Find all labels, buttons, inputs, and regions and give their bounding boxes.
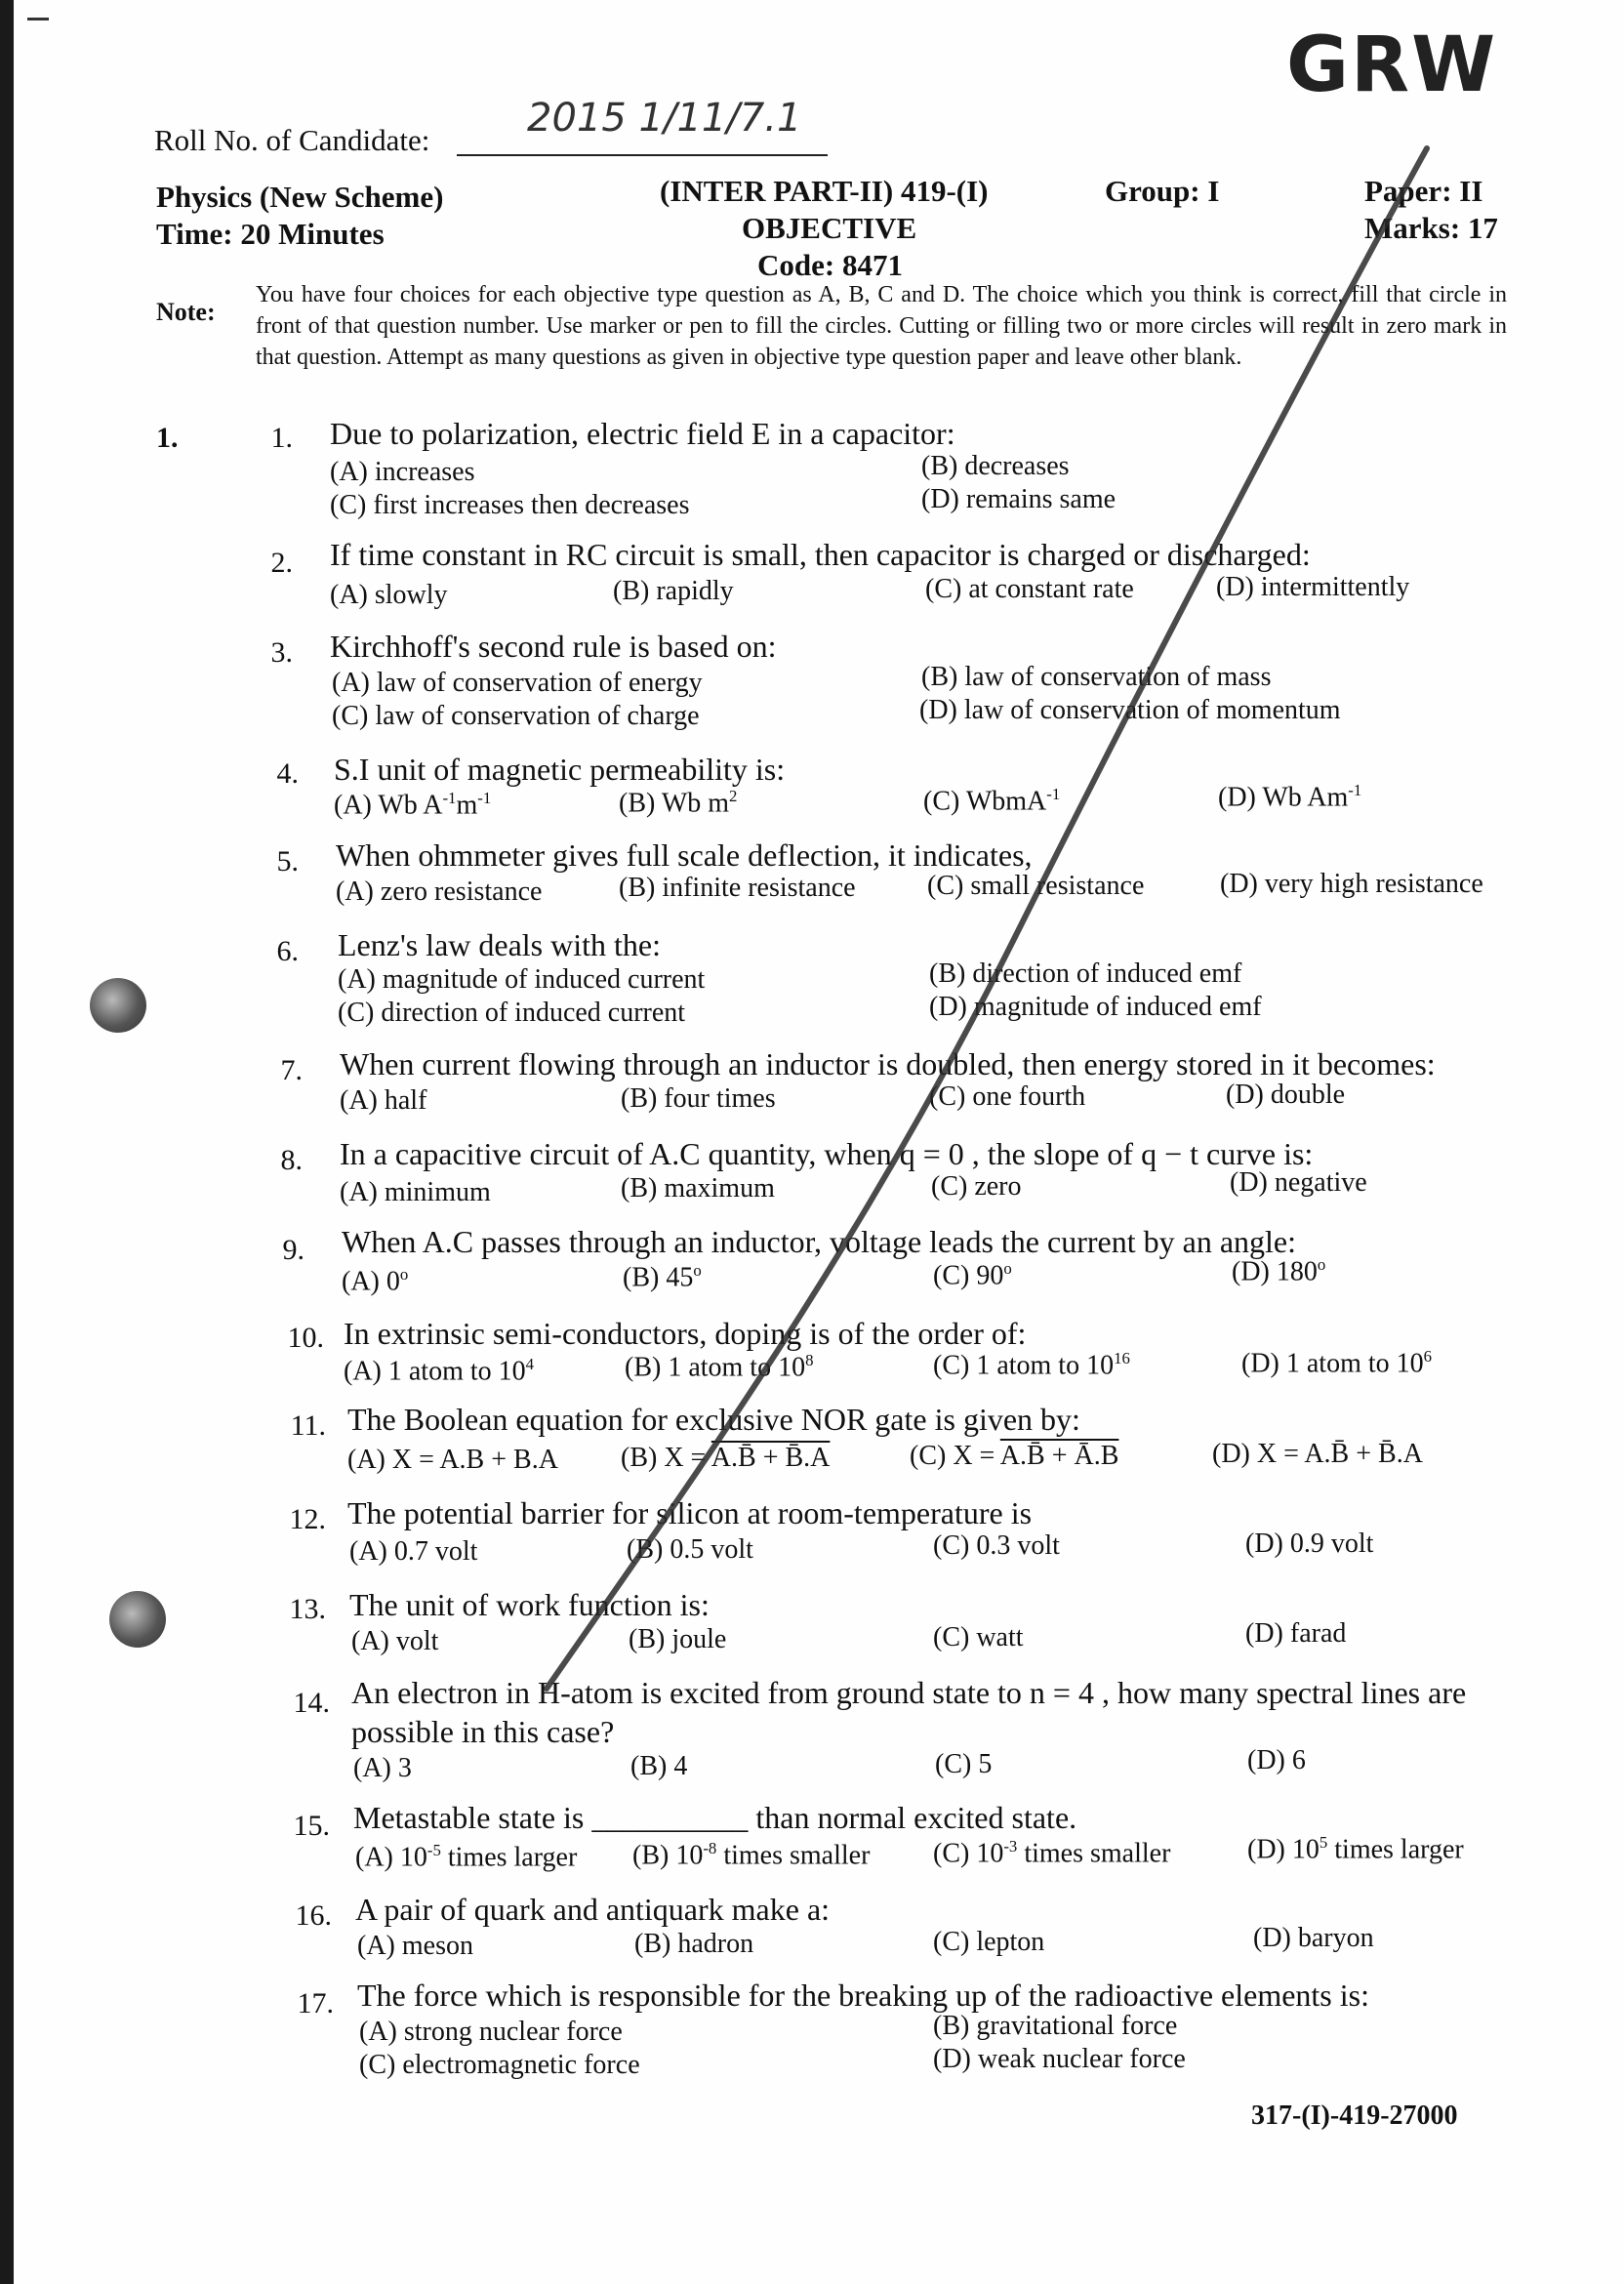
question-number: 9. xyxy=(282,1234,304,1266)
question-text: Kirchhoff's second rule is based on: xyxy=(330,629,777,664)
option-a: (A) magnitude of induced current xyxy=(338,964,706,995)
option-a: (A) X = A.B + B.A xyxy=(347,1445,558,1475)
option-b: (B) 4 xyxy=(630,1751,688,1781)
question-text: The potential barrier for silicon at room-temperature is xyxy=(347,1495,1033,1530)
question-text: When current flowing through an inductor is doubled, then energy stored in it becomes: xyxy=(340,1046,1436,1081)
question-number: 15. xyxy=(293,1810,330,1842)
question-text: In a capacitive circuit of A.C quantity, when q = 0 , the slope of q − t curve is: xyxy=(340,1136,1314,1171)
option-b: (B) infinite resistance xyxy=(619,873,856,903)
option-d: (D) law of conservation of momentum xyxy=(919,695,1341,725)
option-c: (C) WbmA$^{-1}$ xyxy=(923,785,1061,817)
option-c: (C) law of conservation of charge xyxy=(332,701,700,731)
question-number: 1. xyxy=(270,422,293,454)
question-text: A pair of quark and antiquark make a: xyxy=(355,1892,831,1927)
option-c: (C) 5 xyxy=(935,1749,993,1779)
option-c: (C) one fourth xyxy=(929,1081,1086,1112)
option-b: (B) 0.5 volt xyxy=(627,1534,753,1565)
question-number: 12. xyxy=(289,1503,326,1535)
option-d: (D) magnitude of induced emf xyxy=(929,992,1262,1022)
option-d: (D) 6 xyxy=(1247,1745,1306,1775)
footer-code: 317-(I)-419-27000 xyxy=(1251,2100,1458,2131)
question-number: 5. xyxy=(276,845,299,877)
option-c: (C) small resistance xyxy=(927,871,1145,901)
option-a: (A) Wb $A^{-1}m^{-1}$ xyxy=(334,789,492,821)
option-a: (A) meson xyxy=(357,1931,473,1961)
option-c: (C) watt xyxy=(933,1622,1024,1652)
option-c: (C) 1 atom to $10^{16}$ xyxy=(933,1349,1130,1381)
question-text: When ohmmeter gives full scale deflection, it indicates, xyxy=(336,837,1033,873)
question-number: 7. xyxy=(280,1054,303,1086)
option-b: (B) 45$^o$ xyxy=(623,1261,702,1293)
inter-part: (INTER PART-II) 419-(I) xyxy=(660,174,989,208)
question-text: When A.C passes through an inductor, voltage leads the current by an angle: xyxy=(342,1224,1296,1259)
question-text: The unit of work function is: xyxy=(349,1587,710,1622)
paper-number: Paper: II xyxy=(1364,174,1483,208)
option-c: (C) 0.3 volt xyxy=(933,1530,1060,1561)
option-a: (A) minimum xyxy=(340,1177,491,1207)
option-b: (B) law of conservation of mass xyxy=(921,662,1272,692)
option-a: (A) strong nuclear force xyxy=(359,2017,623,2047)
option-d: (D) very high resistance xyxy=(1220,869,1483,899)
option-c: (C) electromagnetic force xyxy=(359,2050,640,2080)
option-a: (A) 3 xyxy=(353,1753,412,1783)
option-c: (C) lepton xyxy=(933,1927,1045,1957)
question-number: 13. xyxy=(289,1593,326,1625)
option-d: (D) weak nuclear force xyxy=(933,2044,1186,2074)
section-number: 1. xyxy=(156,422,179,454)
option-d: (D) intermittently xyxy=(1216,572,1410,602)
option-a: (A) 0$^o$ xyxy=(342,1265,409,1297)
option-a: (A) volt xyxy=(351,1626,439,1656)
option-d: (D) 180$^o$ xyxy=(1232,1255,1326,1287)
note-label: Note: xyxy=(156,298,216,326)
option-d: (D) 0.9 volt xyxy=(1245,1529,1374,1559)
roll-label: Roll No. of Candidate: xyxy=(154,123,430,157)
question-number: 3. xyxy=(270,636,293,669)
option-a: (A) 1 atom to $10^4$ xyxy=(344,1355,535,1387)
question-text: Metastable state is __________ than normal excited state. xyxy=(353,1800,1077,1835)
question-text: If time constant in RC circuit is small, then capacitor is charged or discharged: xyxy=(330,537,1311,572)
option-b: (B) joule xyxy=(629,1624,727,1654)
question-number: 6. xyxy=(276,935,299,967)
option-a: (A) $10^{-5}$ times larger xyxy=(355,1841,578,1873)
question-number: 10. xyxy=(287,1322,324,1354)
paper-code: Code: 8471 xyxy=(757,248,903,282)
option-b: (B) Wb $m^2$ xyxy=(619,787,738,819)
option-b: (B) gravitational force xyxy=(933,2011,1178,2041)
option-d: (D) $10^5$ times larger xyxy=(1247,1833,1464,1865)
question-text-line-2: possible in this case? xyxy=(351,1714,615,1749)
option-d: (D) double xyxy=(1226,1080,1346,1110)
option-c: (C) direction of induced current xyxy=(338,998,686,1028)
option-d: (D) negative xyxy=(1230,1167,1367,1198)
grw-stamp: GRW xyxy=(1286,21,1498,109)
option-a: (A) 0.7 volt xyxy=(349,1536,478,1567)
question-text: In extrinsic semi-conductors, doping is of the order of: xyxy=(344,1316,1027,1351)
question-text: The Boolean equation for exclusive NOR gate is given by: xyxy=(347,1402,1080,1437)
option-b: (B) hadron xyxy=(634,1929,754,1959)
option-d: (D) remains same xyxy=(921,484,1116,514)
question-text: Due to polarization, electric field E in a capacitor: xyxy=(330,416,955,451)
option-a: (A) half xyxy=(340,1085,427,1116)
note-text: You have four choices for each objective type question as A, B, C and D. The choice which you think is correct, fill that circle in front of that question number. Use marker or pen to fill the circles. Cutting or filling two or more circles will result in zero mark in that question. Attempt as many questions as given in objective type question paper and leave other blank. xyxy=(256,282,1507,370)
question-text: S.I unit of magnetic permeability is: xyxy=(334,752,786,787)
question-number: 2. xyxy=(270,547,293,579)
group: Group: I xyxy=(1105,174,1220,208)
option-b: (B) X = A.B̄ + B̄.A xyxy=(621,1443,831,1473)
subject-title: Physics (New Scheme) xyxy=(156,180,444,214)
option-a: (A) increases xyxy=(330,457,475,487)
option-b: (B) rapidly xyxy=(613,576,734,606)
question-text: The force which is responsible for the breaking up of the radioactive elements is: xyxy=(357,1978,1369,2013)
option-b: (B) $10^{-8}$ times smaller xyxy=(632,1839,871,1871)
question-text: An electron in H-atom is excited from ground state to n = 4 , how many spectral lines are xyxy=(351,1675,1467,1710)
option-b: (B) maximum xyxy=(621,1173,775,1203)
option-c: (C) at constant rate xyxy=(925,574,1134,604)
time-limit: Time: 20 Minutes xyxy=(156,217,385,251)
option-b: (B) four times xyxy=(621,1083,776,1114)
total-marks: Marks: 17 xyxy=(1364,211,1498,245)
option-b: (B) decreases xyxy=(921,451,1070,481)
question-number: 8. xyxy=(280,1144,303,1176)
question-number: 4. xyxy=(276,757,299,790)
option-c: (C) $10^{-3}$ times smaller xyxy=(933,1837,1171,1869)
objective-title: OBJECTIVE xyxy=(742,211,917,245)
option-a: (A) law of conservation of energy xyxy=(332,668,703,698)
option-d: (D) X = A.B̄ + B̄.A xyxy=(1212,1439,1423,1469)
option-b: (B) direction of induced emf xyxy=(929,958,1242,989)
option-a: (A) zero resistance xyxy=(336,877,543,907)
question-number: 17. xyxy=(297,1987,334,2019)
option-d: (D) baryon xyxy=(1253,1923,1374,1953)
question-number: 16. xyxy=(295,1899,332,1932)
question-number: 11. xyxy=(290,1409,326,1442)
option-a: (A) slowly xyxy=(330,580,448,610)
option-d: (D) farad xyxy=(1245,1618,1347,1649)
question-number: 14. xyxy=(293,1687,330,1719)
roll-handwritten: 2015 1/11/7.1 xyxy=(527,96,802,141)
option-b: (B) 1 atom to $10^8$ xyxy=(625,1351,814,1383)
option-c: (C) zero xyxy=(931,1171,1022,1202)
option-c: (C) first increases then decreases xyxy=(330,490,690,520)
option-d: (D) Wb $Am^{-1}$ xyxy=(1218,781,1362,813)
option-c: (C) X = A.B̄ + Ā.B xyxy=(910,1441,1119,1471)
question-text: Lenz's law deals with the: xyxy=(338,927,661,962)
option-d: (D) 1 atom to $10^6$ xyxy=(1241,1347,1433,1379)
option-c: (C) 90$^o$ xyxy=(933,1259,1012,1291)
